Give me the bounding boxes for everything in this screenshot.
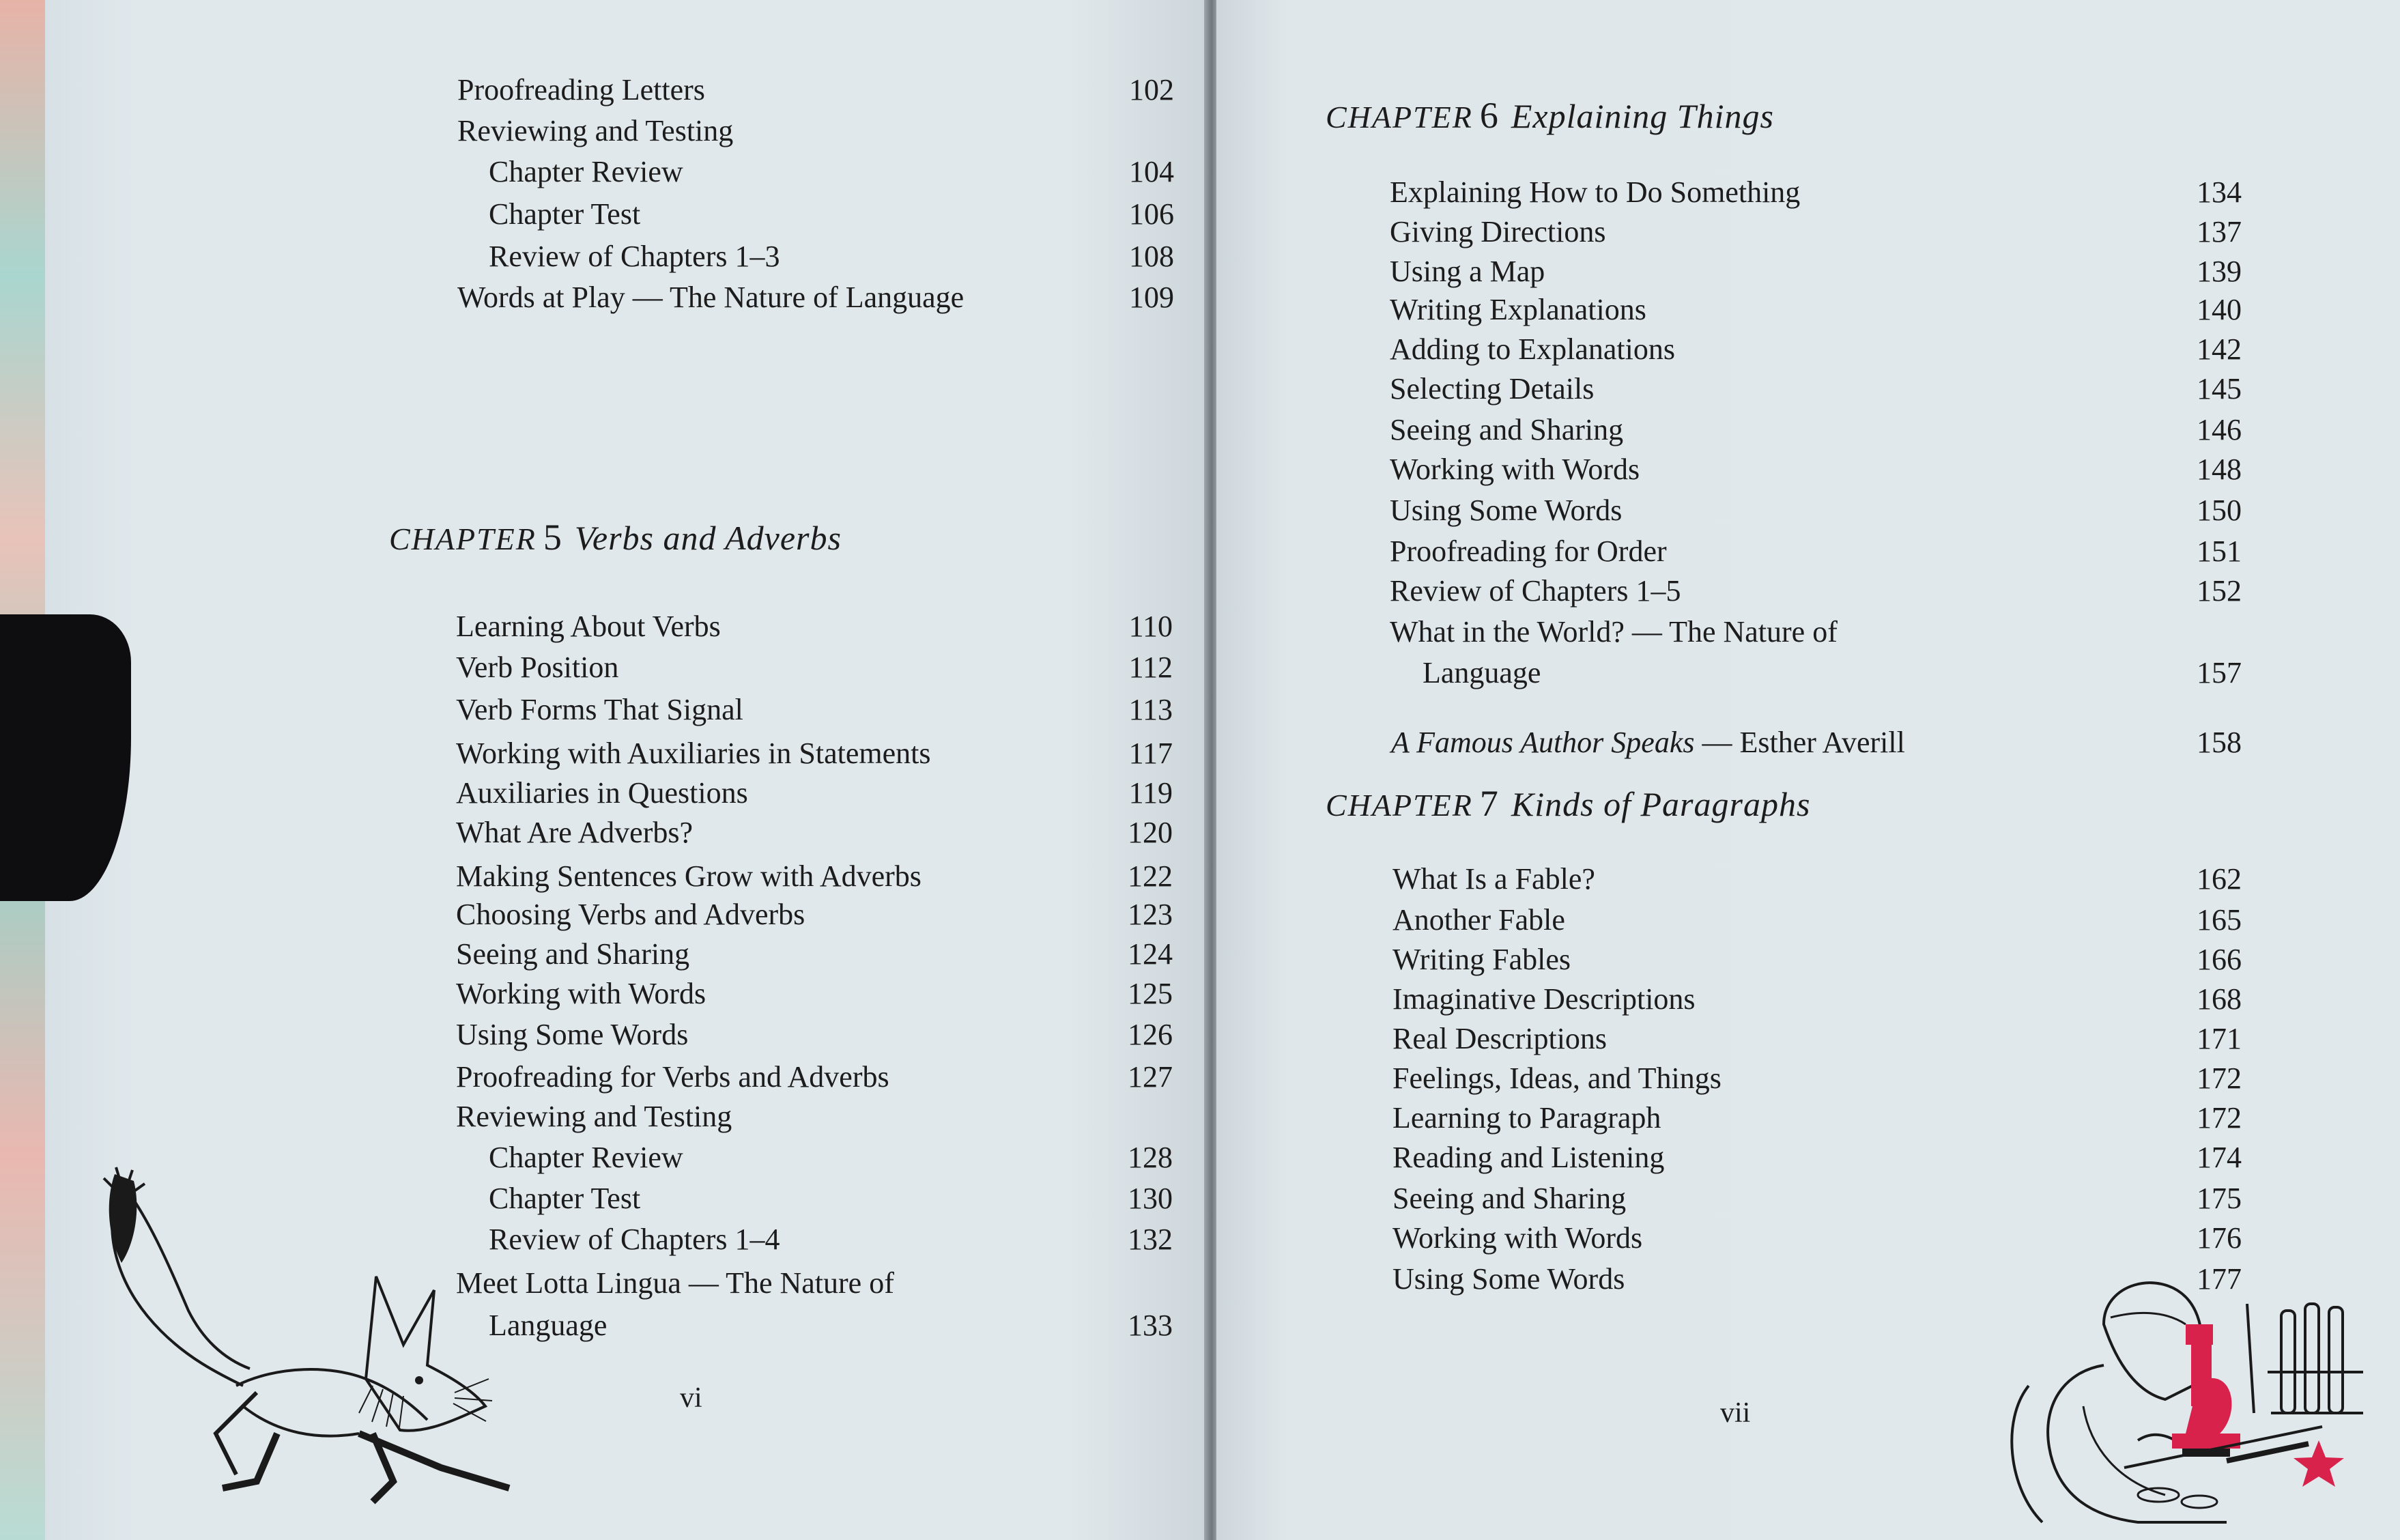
chapter-word: CHAPTER [1326, 788, 1473, 823]
fox-illustration [72, 1160, 509, 1515]
toc-entry [456, 735, 1173, 773]
toc-entry-title: Review of Chapters 1–4 [489, 1223, 780, 1256]
toc-entry [1392, 1099, 2242, 1137]
toc-entry [489, 1139, 1173, 1177]
right-page [1216, 0, 2400, 1540]
toc-entry [1392, 1139, 2242, 1177]
toc-entry-page: 132 [1128, 1223, 1173, 1256]
toc-entry-page: 127 [1128, 1060, 1173, 1094]
toc-entry-title: Seeing and Sharing [1392, 1182, 1627, 1215]
toc-entry [1392, 860, 2242, 898]
toc-entry-title: Writing Explanations [1390, 293, 1646, 326]
toc-entry-page: 162 [2197, 862, 2242, 896]
toc-entry-title: Words at Play — The Nature of Language [457, 281, 965, 314]
toc-entry-title: Writing Fables [1392, 943, 1571, 976]
chapter-number: 5 [543, 517, 562, 558]
toc-entry-title: Working with Words [1390, 453, 1640, 486]
toc-entry-page: 126 [1128, 1018, 1173, 1051]
toc-entry [457, 279, 1174, 317]
toc-entry-title: Real Descriptions [1392, 1022, 1608, 1055]
toc-entry-title: Meet Lotta Lingua — The Nature of [456, 1266, 894, 1300]
page-folio-left: vi [680, 1382, 702, 1414]
toc-entry-title: Learning About Verbs [456, 610, 721, 643]
toc-entry-page: 175 [2197, 1182, 2242, 1215]
toc-entry-page: 104 [1129, 155, 1174, 188]
toc-entry [1390, 572, 2242, 610]
toc-entry [457, 112, 1174, 150]
toc-entry-page: 108 [1129, 240, 1174, 273]
toc-entry-title: Seeing and Sharing [1390, 413, 1624, 446]
toc-entry-page: 117 [1128, 737, 1173, 770]
toc-entry [1390, 173, 2242, 212]
toc-entry [1392, 941, 2242, 979]
toc-entry [1392, 1020, 2242, 1058]
toc-entry-page: 150 [2197, 494, 2242, 527]
toc-entry-page: 113 [1128, 693, 1173, 726]
famous-author-text [1391, 724, 1905, 762]
chapter-title: Kinds of Paragraphs [1511, 785, 1811, 823]
toc-entry [1390, 491, 2242, 530]
toc-entry-title: What Is a Fable? [1392, 862, 1595, 896]
toc-entry-page: 177 [2197, 1262, 2242, 1296]
toc-entry-page: 119 [1128, 776, 1173, 810]
toc-entry [456, 1016, 1173, 1054]
famous-author-name: Esther Averill [1739, 726, 1905, 759]
toc-entry [1392, 1219, 2242, 1257]
toc-entry-page: 148 [2197, 453, 2242, 486]
toc-entry [1392, 901, 2242, 939]
toc-entry-title: Using Some Words [1390, 494, 1623, 527]
scientist-microscope-illustration [2001, 1270, 2384, 1536]
toc-entry-page: 171 [2197, 1022, 2242, 1055]
toc-entry-page: 152 [2197, 574, 2242, 608]
toc-entry-title: Language [489, 1309, 608, 1342]
toc-entry [1392, 1059, 2242, 1098]
left-page [45, 0, 1207, 1540]
toc-entry [1392, 1180, 2242, 1218]
toc-entry [1390, 370, 2242, 408]
toc-entry [456, 608, 1173, 646]
toc-entry-page: 102 [1129, 73, 1174, 106]
toc-entry-page: 128 [1128, 1141, 1173, 1174]
toc-entry [489, 195, 1174, 233]
toc-entry [456, 857, 1173, 896]
toc-entry-title: Using Some Words [456, 1018, 689, 1051]
toc-entry [1390, 613, 2242, 651]
toc-entry-title: Selecting Details [1390, 372, 1595, 405]
toc-entry-title: Proofreading Letters [457, 73, 705, 106]
toc-entry [489, 1180, 1173, 1218]
toc-entry [456, 774, 1173, 812]
toc-entry-title: Review of Chapters 1–3 [489, 240, 780, 273]
toc-entry [456, 975, 1173, 1013]
toc-entry [489, 238, 1174, 276]
toc-entry [456, 691, 1173, 729]
toc-entry-page: 140 [2197, 293, 2242, 326]
toc-entry [1390, 411, 2242, 449]
toc-entry-title: Language [1423, 656, 1541, 689]
toc-entry-title: Chapter Review [489, 1141, 683, 1174]
toc-entry-title: Verb Forms That Signal [456, 693, 743, 726]
toc-entry-title: Seeing and Sharing [456, 937, 690, 971]
toc-entry-page: 172 [2197, 1061, 2242, 1095]
toc-entry-title: Chapter Test [489, 1182, 641, 1215]
toc-entry-title: Verb Position [456, 651, 619, 684]
toc-entry [1390, 253, 2242, 291]
toc-entry [457, 71, 1174, 109]
toc-entry [456, 648, 1173, 687]
toc-entry [1390, 330, 2242, 369]
toc-entry-title: Working with Words [1392, 1221, 1643, 1255]
toc-entry-title: What Are Adverbs? [456, 816, 693, 849]
toc-entry [489, 153, 1174, 191]
toc-entry-page: 133 [1128, 1309, 1173, 1342]
toc-entry [456, 1098, 1173, 1136]
toc-entry-title: Review of Chapters 1–5 [1390, 574, 1681, 608]
toc-entry-title: Using Some Words [1392, 1262, 1625, 1296]
toc-entry-page: 146 [2197, 413, 2242, 446]
toc-entry-page: 139 [2197, 255, 2242, 288]
chapter-number: 6 [1479, 95, 1499, 136]
toc-entry [1390, 451, 2242, 489]
toc-entry [1390, 532, 2242, 571]
toc-entry-title: Working with Auxiliaries in Statements [456, 737, 931, 770]
toc-entry-page: 106 [1129, 197, 1174, 231]
toc-entry-title: Chapter Test [489, 197, 641, 231]
toc-entry-title: Feelings, Ideas, and Things [1392, 1061, 1722, 1095]
toc-entry-title: Explaining How to Do Something [1390, 175, 1801, 209]
toc-entry-page: 165 [2197, 903, 2242, 937]
toc-entry [1390, 213, 2242, 251]
toc-entry [456, 1058, 1173, 1096]
toc-entry-page: 110 [1128, 610, 1173, 643]
toc-entry-page: 134 [2197, 175, 2242, 209]
toc-entry [1423, 654, 2242, 692]
toc-entry-title: Imaginative Descriptions [1392, 982, 1696, 1016]
page-folio-right: vii [1720, 1397, 1751, 1429]
toc-entry [456, 814, 1173, 852]
toc-entry-page: 174 [2197, 1141, 2242, 1174]
chapter-5-heading [389, 516, 842, 558]
toc-entry-title: Reading and Listening [1392, 1141, 1665, 1174]
chapter-7-heading [1326, 782, 1810, 825]
chapter-word: CHAPTER [1326, 100, 1473, 134]
toc-entry-title: Chapter Review [489, 155, 683, 188]
toc-entry [489, 1221, 1173, 1259]
famous-author-entry [1391, 724, 2400, 762]
toc-entry-title: Learning to Paragraph [1392, 1101, 1661, 1135]
toc-entry-page: 124 [1128, 937, 1173, 971]
toc-entry [489, 1307, 1173, 1345]
toc-entry [456, 1264, 1173, 1302]
toc-entry-page: 172 [2197, 1101, 2242, 1135]
famous-author-page-row [2001, 724, 2242, 762]
toc-entry-page: 168 [2197, 982, 2242, 1016]
toc-entry-title: Giving Directions [1390, 215, 1606, 248]
toc-entry-page: 109 [1129, 281, 1174, 314]
famous-author-page: 158 [2197, 726, 2242, 759]
toc-entry-title: Another Fable [1392, 903, 1565, 937]
toc-entry [1392, 980, 2242, 1018]
toc-entry-page: 137 [2197, 215, 2242, 248]
toc-entry-page: 157 [2197, 656, 2242, 689]
chapter-6-heading [1326, 94, 1774, 137]
toc-entry-title: Adding to Explanations [1390, 332, 1675, 366]
toc-entry-page: 123 [1128, 898, 1173, 931]
toc-entry-title: Reviewing and Testing [457, 114, 734, 147]
toc-entry-page: 122 [1128, 859, 1173, 893]
chapter-title: Explaining Things [1511, 97, 1774, 135]
toc-entry-page: 151 [2197, 534, 2242, 568]
toc-entry-title: Working with Words [456, 977, 706, 1010]
toc-entry [456, 935, 1173, 973]
toc-entry-page: 176 [2197, 1221, 2242, 1255]
toc-entry-page: 130 [1128, 1182, 1173, 1215]
toc-entry-title: Auxiliaries in Questions [456, 776, 748, 810]
toc-entry-title: What in the World? — The Nature of [1390, 615, 1838, 648]
chapter-title: Verbs and Adverbs [574, 519, 842, 557]
toc-entry-page: 120 [1128, 816, 1173, 849]
famous-author-label: A Famous Author Speaks [1391, 726, 1695, 759]
toc-entry-title: Using a Map [1390, 255, 1545, 288]
toc-entry-title: Proofreading for Verbs and Adverbs [456, 1060, 889, 1094]
chapter-number: 7 [1479, 783, 1499, 824]
toc-entry [456, 896, 1173, 934]
toc-entry-page: 142 [2197, 332, 2242, 366]
toc-entry-title: Proofreading for Order [1390, 534, 1667, 568]
toc-entry-page: 125 [1128, 977, 1173, 1010]
toc-entry [1390, 291, 2242, 329]
toc-entry-page: 112 [1128, 651, 1173, 684]
famous-author-dash: — [1702, 726, 1732, 759]
chapter-word: CHAPTER [389, 522, 537, 556]
toc-entry-title: Making Sentences Grow with Adverbs [456, 859, 922, 893]
toc-entry-title: Reviewing and Testing [456, 1100, 732, 1133]
toc-entry-title: Choosing Verbs and Adverbs [456, 898, 805, 931]
toc-entry-page: 166 [2197, 943, 2242, 976]
toc-entry-page: 145 [2197, 372, 2242, 405]
